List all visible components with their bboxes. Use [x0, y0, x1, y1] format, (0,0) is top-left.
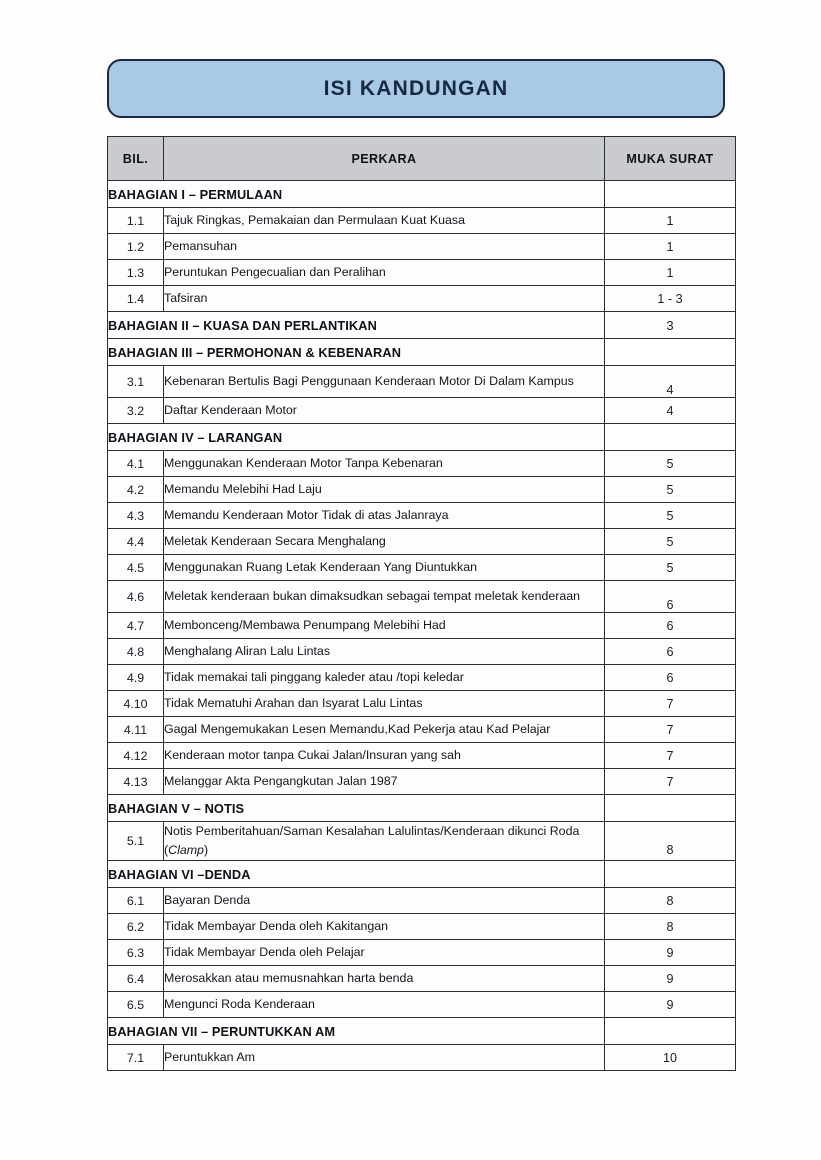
table-row — [108, 940, 736, 966]
section-header-row — [108, 312, 736, 339]
page-title-banner — [107, 59, 725, 118]
section-header-label: BAHAGIAN V – NOTIS — [108, 795, 605, 822]
table-row — [108, 992, 736, 1018]
table-row — [108, 665, 736, 691]
table-header-row — [108, 137, 736, 181]
section-page-number: 3 — [605, 312, 736, 339]
table-row — [108, 234, 736, 260]
item-title: Menggunakan Kenderaan Motor Tanpa Kebenaran — [164, 451, 605, 477]
item-number: 3.2 — [108, 398, 164, 424]
item-number: 6.5 — [108, 992, 164, 1018]
table-row — [108, 743, 736, 769]
section-page-number — [605, 795, 736, 822]
item-title: Meletak kenderaan bukan dimaksudkan sebagai tempat meletak kenderaan — [164, 581, 605, 613]
item-page-number: 8 — [605, 822, 736, 861]
item-number: 4.9 — [108, 665, 164, 691]
item-number: 4.11 — [108, 717, 164, 743]
item-title: Pemansuhan — [164, 234, 605, 260]
table-row — [108, 888, 736, 914]
table-header — [108, 137, 736, 181]
item-number: 6.2 — [108, 914, 164, 940]
item-page-number: 6 — [605, 613, 736, 639]
section-header-row — [108, 181, 736, 208]
item-title: Kebenaran Bertulis Bagi Penggunaan Kenderaan Motor Di Dalam Kampus — [164, 366, 605, 398]
column-header-bil: BIL. — [108, 137, 164, 181]
table-row — [108, 613, 736, 639]
item-number: 6.3 — [108, 940, 164, 966]
section-header-row — [108, 424, 736, 451]
item-title: Membonceng/Membawa Penumpang Melebihi Had — [164, 613, 605, 639]
item-title: Merosakkan atau memusnahkan harta benda — [164, 966, 605, 992]
item-title: Menggunakan Ruang Letak Kenderaan Yang Diuntukkan — [164, 555, 605, 581]
item-number: 1.1 — [108, 208, 164, 234]
item-page-number: 7 — [605, 743, 736, 769]
item-page-number: 6 — [605, 639, 736, 665]
item-page-number: 5 — [605, 529, 736, 555]
table-body — [108, 181, 736, 1071]
item-number: 1.2 — [108, 234, 164, 260]
table-row — [108, 260, 736, 286]
item-title: Peruntukan Pengecualian dan Peralihan — [164, 260, 605, 286]
section-header-row — [108, 795, 736, 822]
column-header-perkara: PERKARA — [164, 137, 605, 181]
table-row — [108, 966, 736, 992]
item-number: 5.1 — [108, 822, 164, 861]
section-header-label: BAHAGIAN I – PERMULAAN — [108, 181, 605, 208]
section-header-label: BAHAGIAN III – PERMOHONAN & KEBENARAN — [108, 339, 605, 366]
table-row — [108, 691, 736, 717]
table-row — [108, 286, 736, 312]
item-number: 3.1 — [108, 366, 164, 398]
table-row — [108, 398, 736, 424]
item-number: 1.3 — [108, 260, 164, 286]
item-title: Menghalang Aliran Lalu Lintas — [164, 639, 605, 665]
section-header-row — [108, 1018, 736, 1045]
item-page-number: 10 — [605, 1045, 736, 1071]
table-row — [108, 555, 736, 581]
item-title: Melanggar Akta Pengangkutan Jalan 1987 — [164, 769, 605, 795]
item-page-number: 9 — [605, 992, 736, 1018]
page-title: ISI KANDUNGAN — [323, 76, 509, 100]
item-page-number: 4 — [605, 398, 736, 424]
table-row — [108, 208, 736, 234]
table-row — [108, 366, 736, 398]
item-title: Bayaran Denda — [164, 888, 605, 914]
table-of-contents — [107, 136, 736, 1071]
item-page-number: 1 — [605, 234, 736, 260]
item-page-number: 7 — [605, 717, 736, 743]
item-title-emphasis: Clamp — [168, 843, 204, 858]
item-number: 4.8 — [108, 639, 164, 665]
table-row — [108, 529, 736, 555]
item-page-number: 6 — [605, 581, 736, 613]
table-row — [108, 477, 736, 503]
item-number: 4.13 — [108, 769, 164, 795]
column-header-muka-surat: MUKA SURAT — [605, 137, 736, 181]
table-row — [108, 914, 736, 940]
item-title: Tidak Membayar Denda oleh Kakitangan — [164, 914, 605, 940]
item-number: 4.1 — [108, 451, 164, 477]
item-title: Notis Pemberitahuan/Saman Kesalahan Lalulintas/Kenderaan dikunci Roda (Clamp) — [164, 822, 605, 861]
item-page-number: 8 — [605, 888, 736, 914]
table-row — [108, 581, 736, 613]
table-row — [108, 769, 736, 795]
item-page-number: 1 — [605, 260, 736, 286]
item-page-number: 1 - 3 — [605, 286, 736, 312]
section-header-label: BAHAGIAN II – KUASA DAN PERLANTIKAN — [108, 312, 605, 339]
item-page-number: 4 — [605, 366, 736, 398]
section-page-number — [605, 181, 736, 208]
item-number: 4.6 — [108, 581, 164, 613]
item-title: Kenderaan motor tanpa Cukai Jalan/Insuran yang sah — [164, 743, 605, 769]
item-number: 4.12 — [108, 743, 164, 769]
item-number: 4.3 — [108, 503, 164, 529]
item-page-number: 5 — [605, 555, 736, 581]
section-header-row — [108, 861, 736, 888]
item-number: 1.4 — [108, 286, 164, 312]
item-page-number: 8 — [605, 914, 736, 940]
section-header-label: BAHAGIAN VII – PERUNTUKKAN AM — [108, 1018, 605, 1045]
item-page-number: 5 — [605, 477, 736, 503]
section-page-number — [605, 861, 736, 888]
item-page-number: 5 — [605, 503, 736, 529]
section-header-label: BAHAGIAN IV – LARANGAN — [108, 424, 605, 451]
item-title: Meletak Kenderaan Secara Menghalang — [164, 529, 605, 555]
item-title: Mengunci Roda Kenderaan — [164, 992, 605, 1018]
item-page-number: 1 — [605, 208, 736, 234]
section-page-number — [605, 424, 736, 451]
item-title: Memandu Kenderaan Motor Tidak di atas Jalanraya — [164, 503, 605, 529]
table-row — [108, 639, 736, 665]
item-number: 6.4 — [108, 966, 164, 992]
section-page-number — [605, 339, 736, 366]
item-title: Tidak memakai tali pinggang kaleder atau /topi keledar — [164, 665, 605, 691]
item-title: Memandu Melebihi Had Laju — [164, 477, 605, 503]
item-page-number: 9 — [605, 966, 736, 992]
item-title: Tidak Membayar Denda oleh Pelajar — [164, 940, 605, 966]
item-title: Tajuk Ringkas, Pemakaian dan Permulaan Kuat Kuasa — [164, 208, 605, 234]
table-row — [108, 822, 736, 861]
table-row — [108, 1045, 736, 1071]
item-page-number: 9 — [605, 940, 736, 966]
section-header-row — [108, 339, 736, 366]
section-header-label: BAHAGIAN VI –DENDA — [108, 861, 605, 888]
item-title: Peruntukkan Am — [164, 1045, 605, 1071]
item-number: 4.2 — [108, 477, 164, 503]
item-title: Gagal Mengemukakan Lesen Memandu,Kad Pekerja atau Kad Pelajar — [164, 717, 605, 743]
table-row — [108, 717, 736, 743]
item-title: Tidak Mematuhi Arahan dan Isyarat Lalu Lintas — [164, 691, 605, 717]
item-title: Tafsiran — [164, 286, 605, 312]
item-number: 7.1 — [108, 1045, 164, 1071]
item-page-number: 7 — [605, 691, 736, 717]
item-number: 6.1 — [108, 888, 164, 914]
item-number: 4.4 — [108, 529, 164, 555]
section-page-number — [605, 1018, 736, 1045]
item-number: 4.7 — [108, 613, 164, 639]
item-number: 4.10 — [108, 691, 164, 717]
item-page-number: 6 — [605, 665, 736, 691]
item-page-number: 7 — [605, 769, 736, 795]
item-page-number: 5 — [605, 451, 736, 477]
table-row — [108, 451, 736, 477]
item-number: 4.5 — [108, 555, 164, 581]
item-title: Daftar Kenderaan Motor — [164, 398, 605, 424]
table-row — [108, 503, 736, 529]
